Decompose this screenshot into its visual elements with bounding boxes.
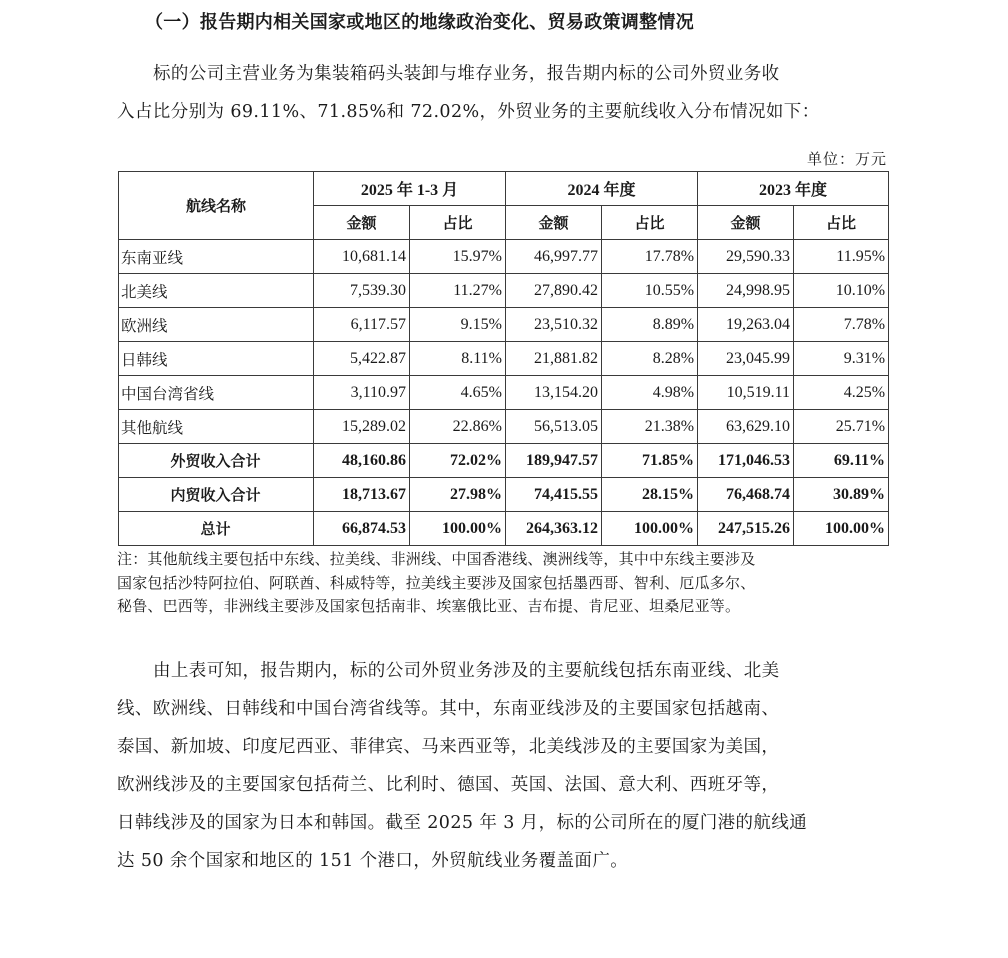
amount-cell: 76,468.74 [698, 478, 794, 512]
amount-cell: 5,422.87 [314, 342, 410, 376]
intro-line: 标的公司主营业务为集装箱码头装卸与堆存业务，报告期内标的公司外贸业务收 [153, 64, 780, 84]
amount-cell: 19,263.04 [698, 308, 794, 342]
period-header: 2024 年度 [506, 172, 698, 206]
share-cell: 72.02% [410, 444, 506, 478]
intro-paragraph [117, 55, 887, 131]
amount-cell: 63,629.10 [698, 410, 794, 444]
share-cell: 4.98% [602, 376, 698, 410]
share-cell: 8.89% [602, 308, 698, 342]
table-note [117, 548, 892, 619]
share-header: 占比 [410, 206, 506, 240]
conclusion-line: 由上表可知，报告期内，标的公司外贸业务涉及的主要航线包括东南亚线、北美 [153, 661, 780, 681]
table-total-row [119, 444, 889, 478]
amount-cell: 48,160.86 [314, 444, 410, 478]
note-line: 秘鲁、巴西等，非洲线主要涉及国家包括南非、埃塞俄比亚、吉布提、肯尼亚、坦桑尼亚等。 [117, 597, 741, 615]
route-name-cell: 内贸收入合计 [119, 478, 314, 512]
share-cell: 21.38% [602, 410, 698, 444]
section-heading: （一）报告期内相关国家或地区的地缘政治变化、贸易政策调整情况 [145, 12, 694, 33]
share-cell: 10.10% [794, 274, 889, 308]
amount-cell: 10,519.11 [698, 376, 794, 410]
share-cell: 4.65% [410, 376, 506, 410]
share-cell: 8.11% [410, 342, 506, 376]
intro-line: 入占比分别为 69.11%、71.85%和 72.02%，外贸业务的主要航线收入分布情况如下： [117, 102, 820, 122]
route-name-cell: 日韩线 [119, 342, 314, 376]
table-header-row [119, 172, 889, 206]
share-cell: 10.55% [602, 274, 698, 308]
share-cell: 15.97% [410, 240, 506, 274]
table-row [119, 240, 889, 274]
period-header: 2023 年度 [698, 172, 889, 206]
route-name-cell: 北美线 [119, 274, 314, 308]
amount-cell: 13,154.20 [506, 376, 602, 410]
share-cell: 100.00% [410, 512, 506, 546]
amount-cell: 66,874.53 [314, 512, 410, 546]
table-row [119, 410, 889, 444]
share-cell: 9.15% [410, 308, 506, 342]
route-revenue-table [118, 171, 889, 546]
conclusion-line: 泰国、新加坡、印度尼西亚、菲律宾、马来西亚等，北美线涉及的主要国家为美国， [117, 737, 780, 757]
table-row [119, 376, 889, 410]
conclusion-line: 欧洲线涉及的主要国家包括荷兰、比利时、德国、英国、法国、意大利、西班牙等， [117, 775, 780, 795]
route-name-header: 航线名称 [119, 172, 314, 240]
amount-cell: 247,515.26 [698, 512, 794, 546]
table-row [119, 308, 889, 342]
table-row [119, 274, 889, 308]
share-cell: 69.11% [794, 444, 889, 478]
share-header: 占比 [794, 206, 889, 240]
period-header: 2025 年 1-3 月 [314, 172, 506, 206]
amount-header: 金额 [506, 206, 602, 240]
amount-cell: 46,997.77 [506, 240, 602, 274]
amount-cell: 264,363.12 [506, 512, 602, 546]
share-cell: 100.00% [794, 512, 889, 546]
route-name-cell: 中国台湾省线 [119, 376, 314, 410]
amount-header: 金额 [314, 206, 410, 240]
share-cell: 11.95% [794, 240, 889, 274]
share-cell: 30.89% [794, 478, 889, 512]
amount-cell: 23,510.32 [506, 308, 602, 342]
share-cell: 11.27% [410, 274, 506, 308]
route-name-cell: 欧洲线 [119, 308, 314, 342]
route-name-cell: 其他航线 [119, 410, 314, 444]
amount-cell: 24,998.95 [698, 274, 794, 308]
amount-cell: 10,681.14 [314, 240, 410, 274]
share-cell: 7.78% [794, 308, 889, 342]
amount-cell: 6,117.57 [314, 308, 410, 342]
conclusion-line: 线、欧洲线、日韩线和中国台湾省线等。其中，东南亚线涉及的主要国家包括越南、 [117, 699, 780, 719]
amount-cell: 29,590.33 [698, 240, 794, 274]
route-name-cell: 东南亚线 [119, 240, 314, 274]
share-cell: 27.98% [410, 478, 506, 512]
table-total-row [119, 512, 889, 546]
share-cell: 25.71% [794, 410, 889, 444]
share-cell: 22.86% [410, 410, 506, 444]
share-cell: 4.25% [794, 376, 889, 410]
share-cell: 100.00% [602, 512, 698, 546]
share-header: 占比 [602, 206, 698, 240]
amount-cell: 21,881.82 [506, 342, 602, 376]
amount-cell: 23,045.99 [698, 342, 794, 376]
share-cell: 8.28% [602, 342, 698, 376]
amount-cell: 189,947.57 [506, 444, 602, 478]
share-cell: 71.85% [602, 444, 698, 478]
amount-cell: 18,713.67 [314, 478, 410, 512]
conclusion-line: 日韩线涉及的国家为日本和韩国。截至 2025 年 3 月，标的公司所在的厦门港的航线通 [117, 813, 808, 833]
amount-header: 金额 [698, 206, 794, 240]
note-line: 国家包括沙特阿拉伯、阿联酋、科威特等，拉美线主要涉及国家包括墨西哥、智利、厄瓜多尔、 [117, 573, 756, 592]
conclusion-paragraph [117, 652, 887, 880]
amount-cell: 74,415.55 [506, 478, 602, 512]
table-total-row [119, 478, 889, 512]
route-name-cell: 总计 [119, 512, 314, 546]
amount-cell: 27,890.42 [506, 274, 602, 308]
share-cell: 9.31% [794, 342, 889, 376]
amount-cell: 7,539.30 [314, 274, 410, 308]
amount-cell: 56,513.05 [506, 410, 602, 444]
unit-label: 单位：万元 [806, 150, 887, 168]
route-name-cell: 外贸收入合计 [119, 444, 314, 478]
share-cell: 17.78% [602, 240, 698, 274]
conclusion-line: 达 50 余个国家和地区的 151 个港口，外贸航线业务覆盖面广。 [117, 851, 629, 871]
amount-cell: 15,289.02 [314, 410, 410, 444]
note-line: 注：其他航线主要包括中东线、拉美线、非洲线、中国香港线、澳洲线等，其中中东线主要涉及 [117, 550, 756, 568]
table-row [119, 342, 889, 376]
amount-cell: 3,110.97 [314, 376, 410, 410]
share-cell: 28.15% [602, 478, 698, 512]
amount-cell: 171,046.53 [698, 444, 794, 478]
